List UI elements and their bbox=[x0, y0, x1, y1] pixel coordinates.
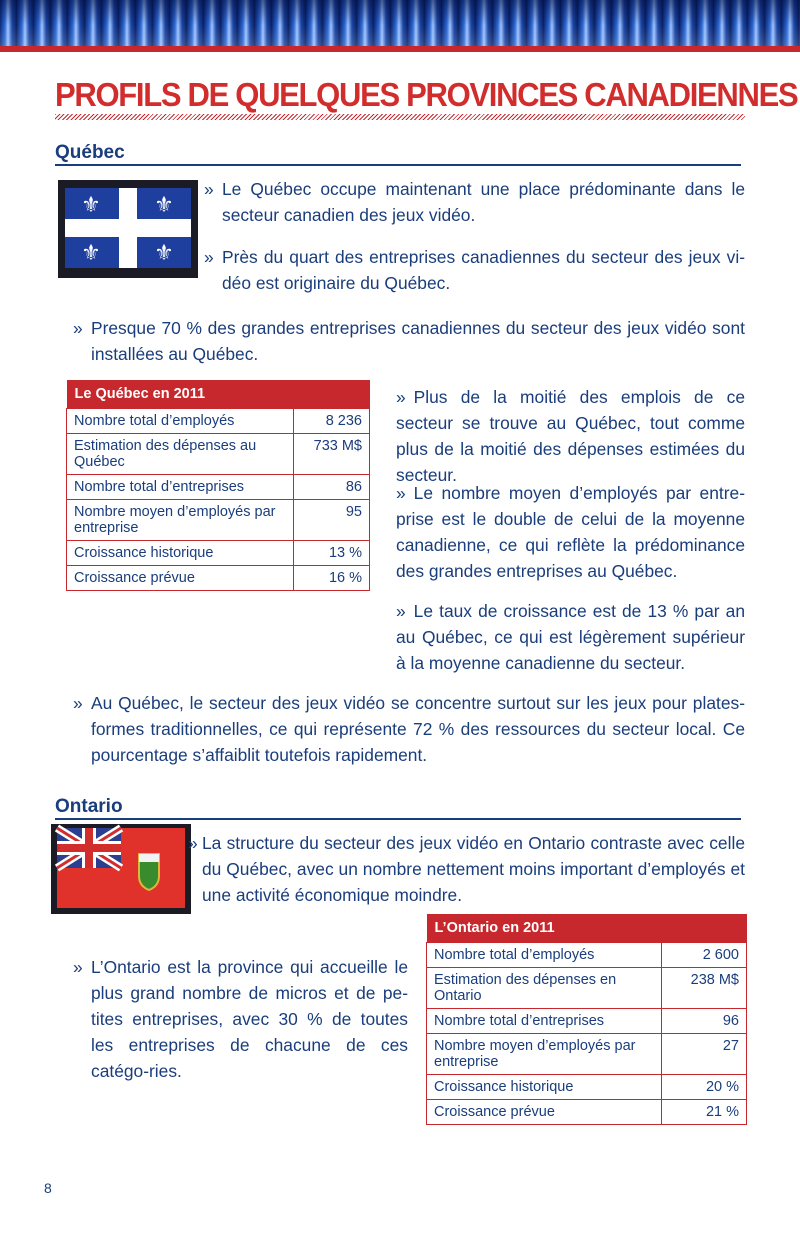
quebec-bullet-6: » Le taux de croissance est de 13 % par an au Québec, ce qui est légèrement supérieur à la moyenne canadienne du secteur. bbox=[396, 601, 745, 673]
table-row: Nombre total d’employés 8 236 bbox=[67, 409, 370, 434]
table-row: Estimation des dépenses en Ontario 238 M$ bbox=[427, 968, 747, 1009]
svg-text:⚜: ⚜ bbox=[154, 241, 174, 266]
bullet-marker: » bbox=[73, 318, 83, 338]
bullet-marker: » bbox=[204, 247, 214, 267]
page-number: 8 bbox=[44, 1180, 52, 1196]
table-row: Croissance prévue 21 % bbox=[427, 1100, 747, 1125]
bullet-marker: » bbox=[188, 833, 198, 853]
table-row: Nombre total d’entreprises 86 bbox=[67, 475, 370, 500]
quebec-bullet-5: » Le nombre moyen d’employés par entre-prise est le double de celui de la moyenne canadienne, ce qui reflète la prédominance des grandes entreprises au Québec. bbox=[396, 483, 745, 581]
svg-text:⚜: ⚜ bbox=[154, 193, 174, 218]
ontario-flag-icon bbox=[51, 824, 191, 914]
quebec-bullet-3: » Presque 70 % des grandes entreprises canadiennes du secteur des jeux vidéo sont installées au Québec. bbox=[91, 315, 745, 367]
section-rule-ontario bbox=[55, 818, 741, 820]
bullet-marker: » bbox=[396, 387, 406, 407]
ontario-stats-table bbox=[426, 914, 747, 1125]
bullet-marker: » bbox=[73, 693, 83, 713]
quebec-flag-icon bbox=[58, 180, 198, 278]
section-heading-ontario: Ontario bbox=[55, 796, 123, 817]
quebec-bullet-4: » Plus de la moitié des emplois de ce secteur se trouve au Québec, tout comme plus de la moitié des dépenses estimées du secteur. bbox=[396, 387, 745, 485]
table-title: Le Québec en 2011 bbox=[67, 380, 370, 409]
table-row: Croissance historique 20 % bbox=[427, 1075, 747, 1100]
header-red-stripe bbox=[0, 46, 800, 52]
table-row: Nombre total d’employés 2 600 bbox=[427, 943, 747, 968]
section-rule-quebec bbox=[55, 164, 741, 166]
quebec-bullet-7: » Au Québec, le secteur des jeux vidéo se concentre surtout sur les jeux pour plates-formes traditionnelles, ce qui représente 72 % des ressources du secteur local. Ce pourcentage s’affaiblit toutefois rapidement. bbox=[91, 690, 745, 768]
table-row: Nombre moyen d’employés par entreprise 27 bbox=[427, 1034, 747, 1075]
page-title: PROFILS DE QUELQUES PROVINCES CANADIENNES bbox=[55, 76, 798, 113]
quebec-stats-table bbox=[66, 380, 370, 591]
svg-text:⚜: ⚜ bbox=[81, 241, 101, 266]
table-row: Nombre total d’entreprises 96 bbox=[427, 1009, 747, 1034]
ontario-bullet-2: » L’Ontario est la province qui accueille le plus grand nombre de micros et de pe-tites entreprises, avec 30 % de toutes les entreprises de chacune de ces catégo-ries. bbox=[91, 954, 408, 1084]
table-row: Croissance prévue 16 % bbox=[67, 566, 370, 591]
bullet-marker: » bbox=[396, 601, 406, 621]
svg-text:⚜: ⚜ bbox=[81, 193, 101, 218]
header-banner-shade bbox=[0, 0, 800, 46]
quebec-bullet-2: » Près du quart des entreprises canadiennes du secteur des jeux vi-déo est originaire du Québec. bbox=[222, 244, 745, 296]
section-heading-quebec: Québec bbox=[55, 142, 125, 163]
table-row: Croissance historique 13 % bbox=[67, 541, 370, 566]
table-title: L’Ontario en 2011 bbox=[427, 914, 747, 943]
bullet-marker: » bbox=[396, 483, 406, 503]
table-row: Estimation des dépenses au Québec 733 M$ bbox=[67, 434, 370, 475]
ontario-bullet-1: » La structure du secteur des jeux vidéo en Ontario contraste avec celle du Québec, avec un nombre nettement moins important d’employés et une activité économique moindre. bbox=[202, 830, 745, 908]
bullet-marker: » bbox=[73, 957, 83, 977]
title-underline bbox=[55, 114, 745, 120]
bullet-marker: » bbox=[204, 179, 214, 199]
quebec-bullet-1: » Le Québec occupe maintenant une place prédominante dans le secteur canadien des jeux vidéo. bbox=[222, 176, 745, 228]
table-row: Nombre moyen d’employés par entreprise 95 bbox=[67, 500, 370, 541]
